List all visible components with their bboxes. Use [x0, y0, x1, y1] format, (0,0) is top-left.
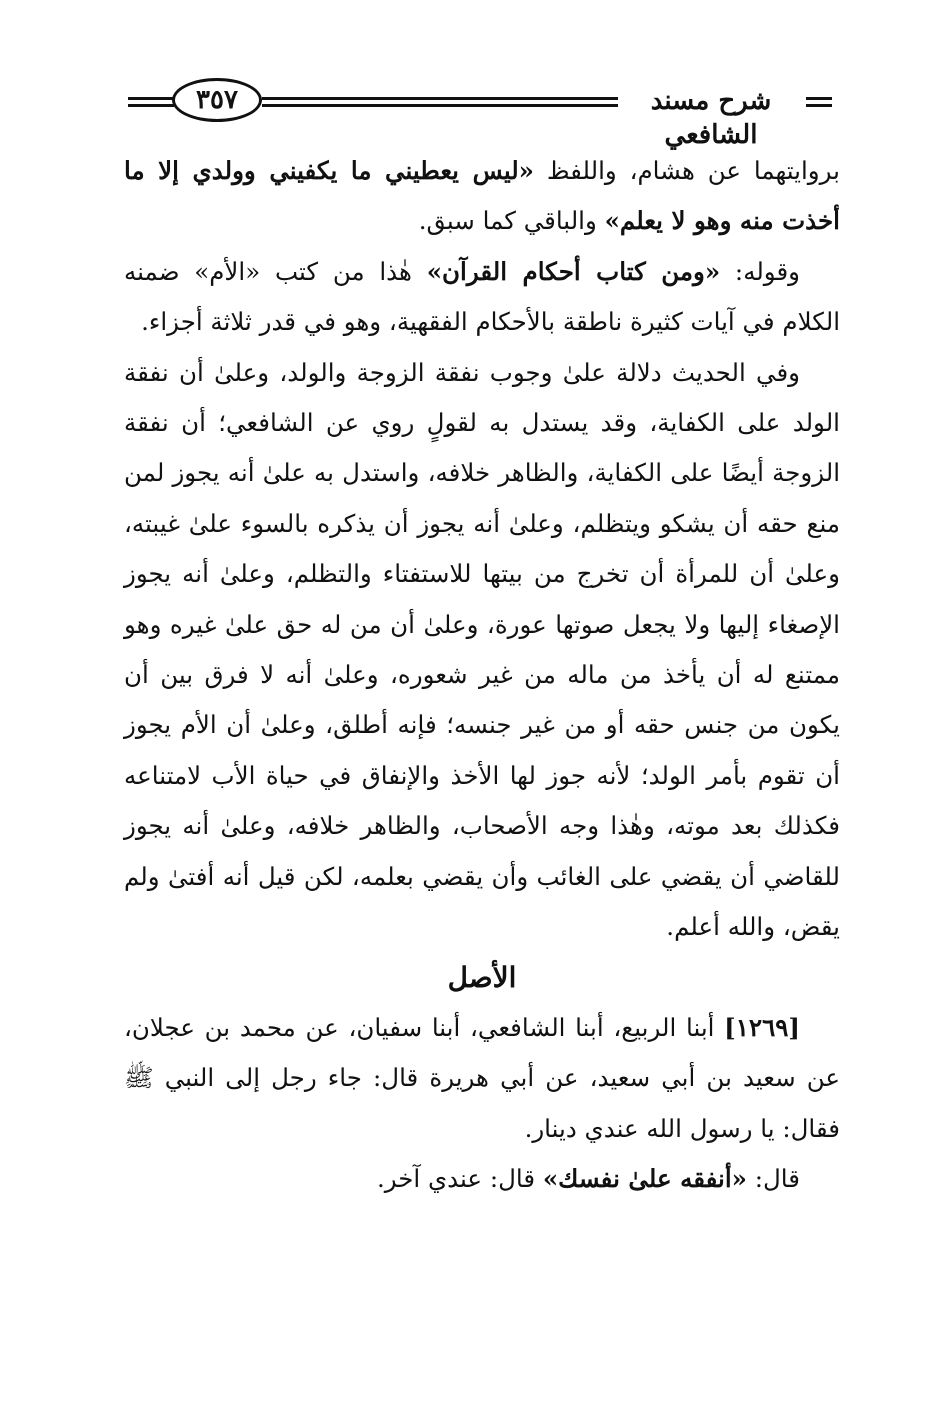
header-rule-right-top — [806, 97, 832, 100]
header-rule-left-bottom — [128, 104, 174, 107]
page-number-badge — [172, 78, 262, 122]
header-rule-middle-top — [262, 97, 618, 100]
p2-text-c: هٰذا من كتب «الأم» ضمنه الكلام في آيات كثيرة ناطقة بالأحكام الفقهية، وهو في قدر ثلاثة أجزاء. — [124, 256, 840, 337]
page-number: ٣٥٧ — [196, 85, 238, 115]
section-heading: الأصل — [447, 960, 517, 994]
p5-quote: «أنفقه علىٰ نفسك» — [542, 1164, 747, 1194]
paragraph-2 — [124, 247, 840, 348]
page-body — [124, 146, 840, 1205]
p1-text-a: بروايتهما عن هشام، واللفظ — [534, 156, 840, 185]
page-header — [0, 0, 952, 150]
p1-text-c: والباقي كما سبق. — [418, 206, 605, 236]
paragraph-1 — [124, 146, 840, 247]
p2-text-a: وقوله: — [720, 256, 800, 286]
paragraph-5 — [124, 1154, 840, 1204]
paragraph-3: وفي الحديث دلالة علىٰ وجوب نفقة الزوجة والولد، وعلىٰ أن نفقة الولد على الكفاية، وقد يستدل به لقولٍ روي عن الشافعي؛ أن نفقة الزوجة أيضًا على الكفاية، والظاهر خلافه، واستدل به علىٰ أنه يجوز لمن منع حقه أن يشكو ويتظلم، وعلىٰ أنه يجوز أن يذكره بالسوء علىٰ غيبته، وعلىٰ أن للمرأة أن تخرج من بيتها للاستفتاء والتظلم، وعلىٰ أنه يجوز الإصغاء إليها ولا يجعل صوتها عورة، وعلىٰ أن من له حق علىٰ غيره وهو ممتنع له أن يأخذ من ماله من غير شعوره، وعلىٰ أنه لا فرق بين أن يكون من جنس حقه أو من غير جنسه؛ فإنه أطلق، وعلىٰ أن الأم يجوز أن تقوم بأمر الولد؛ لأنه جوز لها الأخذ والإنفاق في حياة الأب لامتناعه فكذلك بعد موته، وهٰذا وجه الأصحاب، والظاهر خلافه، وعلىٰ أنه يجوز للقاضي أن يقضي على الغائب وأن يقضي بعلمه، لكن قيل أنه أفتىٰ ولم يقض، والله أعلم. — [124, 357, 840, 942]
p5-text-a: قال: — [746, 1164, 800, 1194]
header-rule-middle-bottom — [262, 104, 618, 107]
hadith-number: [١٢٦٩] — [724, 1012, 800, 1042]
paragraph-4 — [124, 1003, 840, 1154]
header-rule-left-top — [128, 97, 174, 100]
p5-text-c: قال: عندي آخر. — [376, 1164, 543, 1194]
book-title: شرح مسند الشافعي — [650, 86, 772, 150]
p4-text: أبنا الربيع، أبنا الشافعي، أبنا سفيان، عن محمد بن عجلان، عن سعيد بن أبي سعيد، عن أبي هريرة قال: جاء رجل إلى النبي ﷺ فقال: يا رسول الله عندي دينار. — [124, 1012, 840, 1143]
p2-quote: «ومن كتاب أحكام القرآن» — [426, 256, 721, 286]
header-rule-right-bottom — [806, 104, 832, 107]
p1-quote: «ليس يعطيني ما يكفيني وولدي إلا ما أخذت منه وهو لا يعلم» — [124, 156, 840, 236]
